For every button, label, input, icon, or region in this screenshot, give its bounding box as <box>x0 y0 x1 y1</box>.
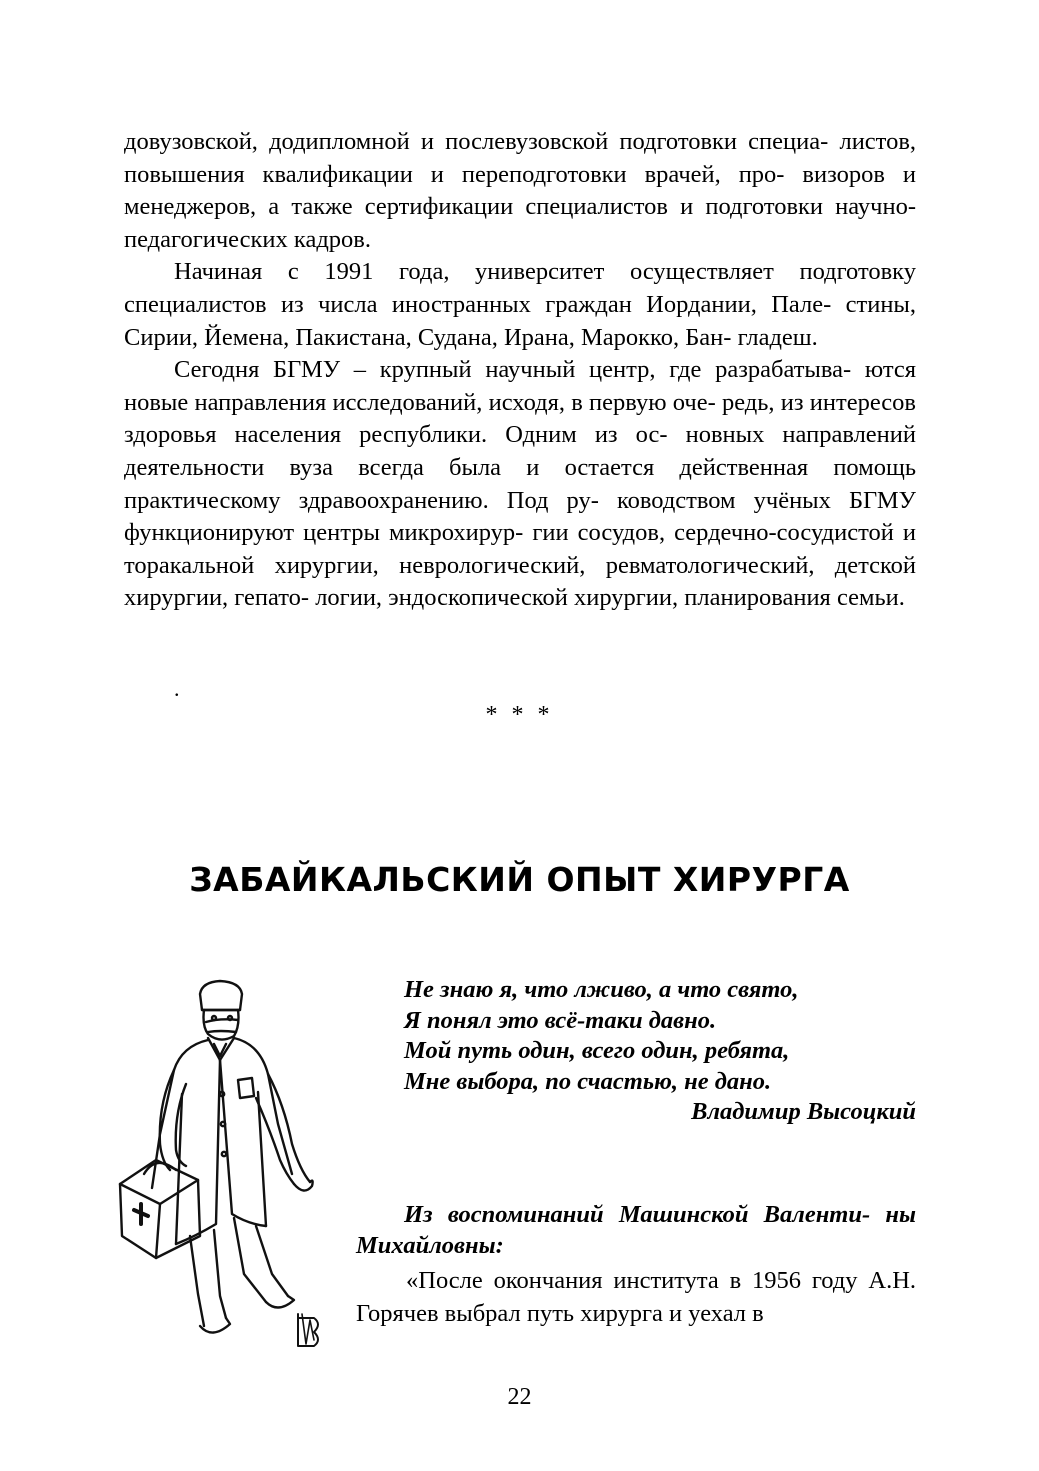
surgeon-illustration <box>116 974 342 1354</box>
epigraph-line: Мне выбора, по счастью, не дано. <box>404 1067 772 1095</box>
epigraph-line: Мой путь один, всего один, ребята, <box>404 1037 790 1064</box>
paragraph-1: довузовской, додипломной и послевузовской подготовки специа- листов, повышения квалификации и переподготовки врачей, про- визоров и менеджеров, а также сертификации специалистов и подготовки научно-педагогических кадров. <box>124 128 917 253</box>
memoir-text: «После окончания института в 1956 году А.Н. Горячев выбрал путь хирурга и уехал в <box>356 1267 917 1327</box>
stray-dot: . <box>174 676 180 701</box>
page-number: 22 <box>507 1384 532 1410</box>
epigraph-line: Не знаю я, что лживо, а что свято, <box>404 976 799 1003</box>
chapter-title: ЗАБАЙКАЛЬСКИЙ ОПЫТ ХИРУРГА <box>189 860 850 899</box>
section-separator: * * * <box>485 702 554 728</box>
body-text <box>124 126 916 615</box>
paragraph-3: Сегодня БГМУ – крупный научный центр, где разрабатыва- ются новые направления исследований, исходя, в первую оче- редь, из интересов здоровья населения республики. Одним из ос- новных направлений деятельности вуза всегда была и остается действенная помощь практическому здравоохранению. Под ру- ководством учёных БГМУ функционируют центры микрохирур- гии сосудов, сердечно-сосудистой и торакальной хирургии, неврологический, ревматологический, детской хирургии, гепато- логии, эндоскопической хирургии, планирования семьи. <box>124 356 917 612</box>
epigraph-author: Владимир Высоцкий <box>691 1098 916 1125</box>
epigraph-line: Я понял это всё-таки давно. <box>404 1006 717 1034</box>
memoir-heading: Из воспоминаний Машинской Валенти- ны Михайловны: <box>356 1201 916 1259</box>
paragraph-2: Начиная с 1991 года, университет осуществляет подготовку специалистов из числа иностранных граждан Иордании, Пале- стины, Сирии, Йемена, Пакистана, Судана, Ирана, Марокко, Бан- гладеш. <box>124 258 917 351</box>
epigraph <box>404 975 916 1128</box>
